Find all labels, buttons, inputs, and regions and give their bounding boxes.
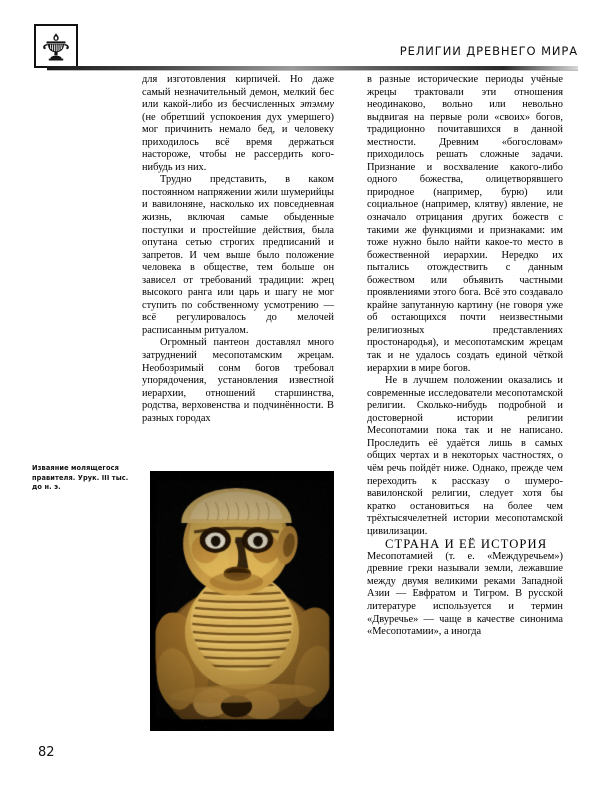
paragraph: Месопотамией (т. е. «Междуречьем») древние греки называли земли, лежавшие между двумя великими реками Западной Азии — Евфратом и Тигром. В русской литературе используется и термин «Двуречье» — чаще в качестве синонима «Месопотамии», а иногда bbox=[367, 550, 563, 638]
header-rule-shadow bbox=[47, 70, 578, 71]
paragraph: Огромный пантеон доставлял много затруднений месопотамским жрецам. Необозримый сонм богов требовал упорядочения, установления известной иерархии, отношений старшинства, родства, верховенства и подчинённости. В разных городах bbox=[142, 337, 334, 424]
page-header bbox=[0, 0, 600, 72]
paragraph: Трудно представить, в каком постоянном напряжении жили шумерийцы и вавилоняне, насколько их повседневная жизнь, включая самые обыденные поступки и простейшие действия, была опутана сетью строгих предписаний и запретов. И чем выше было положение человека в обществе, тем больше он зависел от требований традиции: жрец высокого ранга или царь и шагу не мог ступить по собственному усмотрению — всё регулировалось до мелочей расписанным ритуалом. bbox=[142, 174, 334, 336]
figure-statue bbox=[150, 471, 334, 731]
figure-caption: Изваяние молящегося правителя. Урук. III тыс. до н. э. bbox=[32, 464, 129, 492]
section-heading: СТРАНА И ЕЁ ИСТОРИЯ bbox=[385, 537, 548, 552]
text-column-left bbox=[142, 74, 334, 425]
flaming-urn-icon bbox=[34, 24, 78, 68]
paragraph: Не в лучшем положении оказались и современные исследователи месопотамской религии. Сколько-нибудь подробной и достоверной истории религии Месопотамии пока так и не написано. Проследить её удаётся лишь в самых общих чертах и в некоторых частностях, о чём речь пойдёт ниже. Однако, прежде чем переходить к рассказу о шумеро-вавилонской религии, следует хотя бы кратко остановиться на более чем трёхтысячелетней истории месопотамской цивилизации. bbox=[367, 375, 563, 537]
figure-image bbox=[150, 471, 334, 731]
text-column-right bbox=[367, 74, 563, 639]
page-title: РЕЛИГИИ ДРЕВНЕГО МИРА bbox=[399, 44, 578, 58]
paragraph: в разные исторические периоды учёные жрецы трактовали эти отношения неодинаково, вольно или невольно выдвигая на первые роли «своих» богов, традиционно почитавшихся в данной местности. Древним «богословам» приходилось решать сложные задачи. Признание и восхваление какого-либо одного божества, олицетворявшего природное (например, бурю) или социальное (например, клятву) явление, не означало отрицания других божеств с такими же функциями и признаками: им тоже нужно было найти какое-то место в божественной иерархии. Нередко их пытались отождествить с данным божеством или объявить частными проявлениями этого бога. Всё это создавало крайне запутанную картину (не говоря уже об остающихся почти неизвестными религиозных представлениях простонародья), и месопотамским жрецам так и не удалось создать единой чёткой иерархии в мире богов. bbox=[367, 74, 563, 374]
paragraph: для изготовления кирпичей. Но даже самый незначительный демон, мелкий бес или какой-либо из бесчисленных этэмму (не обретший успокоения дух умершего) мог причинить немало бед, и человеку приходилось всё время держаться настороже, чтобы не рассердить кого-нибудь из них. bbox=[142, 74, 334, 173]
page-number: 82 bbox=[38, 745, 55, 760]
emphasis-term: этэмму bbox=[299, 99, 334, 111]
